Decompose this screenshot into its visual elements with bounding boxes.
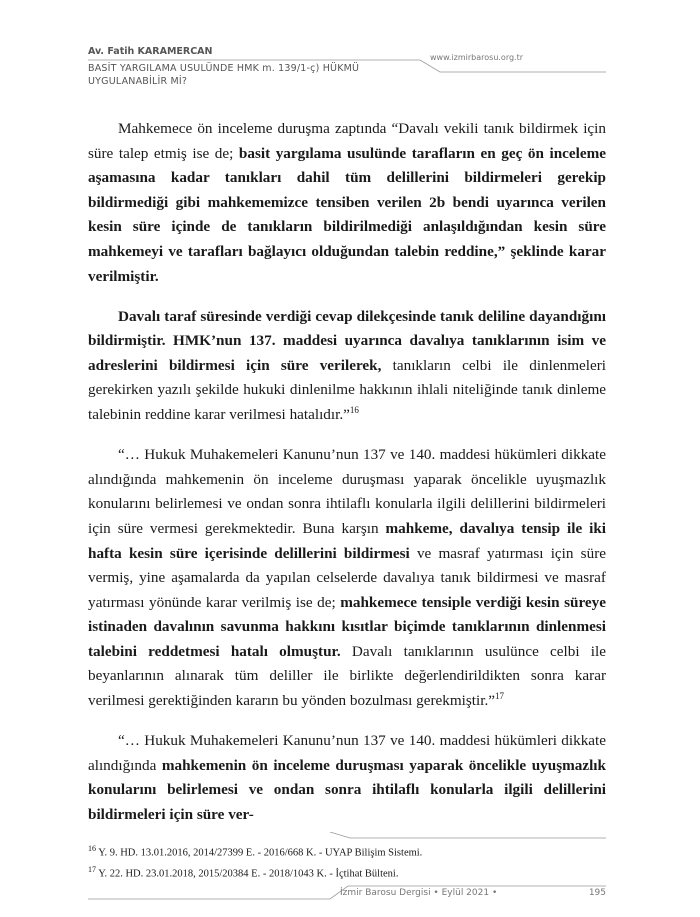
article-title: BASİT YARGILAMA USULÜNDE HMK m. 139/1-ç) HÜKMÜ UYGULANABİLİR Mİ? (88, 63, 360, 87)
bold-text: mahkeme, davalıya tensip ile iki hafta kesin süre içerisinde delillerini bildirmesi (88, 519, 607, 562)
footnote-number: 17 (88, 865, 96, 875)
bold-text: mahkemenin ön inceleme duruşması yaparak öncelikle uyuşmazlık konularını belirlemesi ve ondan sonra ihtilaflı konularla ilgili delillerini bildirmeleri için süre ver- (88, 756, 606, 823)
footnote-number: 16 (88, 843, 96, 853)
paragraph (88, 729, 606, 827)
footnote-ref: 16 (349, 404, 359, 415)
page-number: 195 (588, 887, 606, 898)
footnote-text: Y. 22. HD. 23.01.2018, 2015/20384 E. - 2018/1043 K. - İçtihat Bülteni. (98, 868, 399, 880)
text: Mahkemece ön inceleme duruşma zaptında “Davalı vekili tanık bildirmek için süre talep etmiş ise de; (88, 120, 606, 162)
page-footer (88, 885, 606, 905)
bold-text: Davalı taraf süresinde verdiği cevap dilekçesinde tanık deliline dayandığını bildirmiştir. HMK’nun 137. maddesi uyarınca davalıya tanıklarının isim ve adreslerini bildirmesi için süre verilerek, (88, 307, 606, 374)
text: ve masraf yatırması için süre vermiş, yine aşamalarda da yapılan celselerde davalıya tanık bildirmesi ve masraf yatırması yönünde karar verilmiş ise de; (88, 544, 606, 611)
text: Davalı tanıklarının usulünce celbi ile beyanlarının alınarak tüm deliller ile birlikte değerlendirildikten sonra karar verilmesi gerektiğinden kararın bu yönden bozulması gerekmiştir.” (88, 642, 606, 710)
text: “… Hukuk Muhakemeleri Kanunu’nun 137 ve 140. maddesi hükümleri dikkate alındığında mahkemenin ön inceleme duruşması yaparak öncelikle uyuşmazlık konularını belirlemesi ve ondan sonra ihtilaflı konularla ilgili delillerini bildirmeleri için süre vermesi gerekmektedir. Buna karşın (88, 446, 606, 537)
footnote-ref: 17 (495, 691, 504, 701)
paragraph (88, 117, 606, 289)
paragraph (88, 305, 606, 428)
bold-text: basit yargılama usulünde tarafların en geç ön inceleme aşamasına kadar tanıkları dahil tüm delillerini bildirmeleri gerekip bildirmediği gibi mahkememizce tensiben verilen 2b bendi uyarınca verilen kesin süre içinde de tanıkların bildirilmediği anlaşıldığından kesin süre mahkemeyi ve tarafları bağlayıcı olduğundan talebin reddine,” şeklinde karar verilmiştir. (88, 144, 606, 285)
page-content (88, 117, 606, 905)
journal-info: İzmir Barosu Dergisi • Eylül 2021 • (340, 887, 498, 898)
paragraph (88, 443, 606, 714)
footnote-17 (88, 861, 606, 883)
author-name: Av. Fatih KARAMERCAN (88, 46, 213, 57)
bold-text: mahkemece tensiple verdiği kesin süreye istinaden davalının savunma hakkını kısıtlar biçimde tanıklarının dinlenmesi talebini reddetmesi hatalı olmuştur. (88, 593, 606, 660)
footnote-separator (88, 832, 606, 840)
text: tanıkların celbi ile dinlenmeleri gerekirken yazılı şekilde hukuki dinlenilme hakkının ihlali niteliğinde tanık dinleme talebinin reddine karar verilmesi hatalıdır.” (88, 356, 606, 424)
footnote-16 (88, 840, 606, 862)
article-body (88, 117, 606, 828)
footnote-text: Y. 9. HD. 13.01.2016, 2014/27399 E. - 2016/668 K. - UYAP Bilişim Sistemi. (98, 847, 423, 859)
website-url: www.izmirbarosu.org.tr (430, 53, 524, 62)
text: “… Hukuk Muhakemeleri Kanunu’nun 137 ve 140. maddesi hükümleri dikkate alındığında (88, 732, 606, 774)
